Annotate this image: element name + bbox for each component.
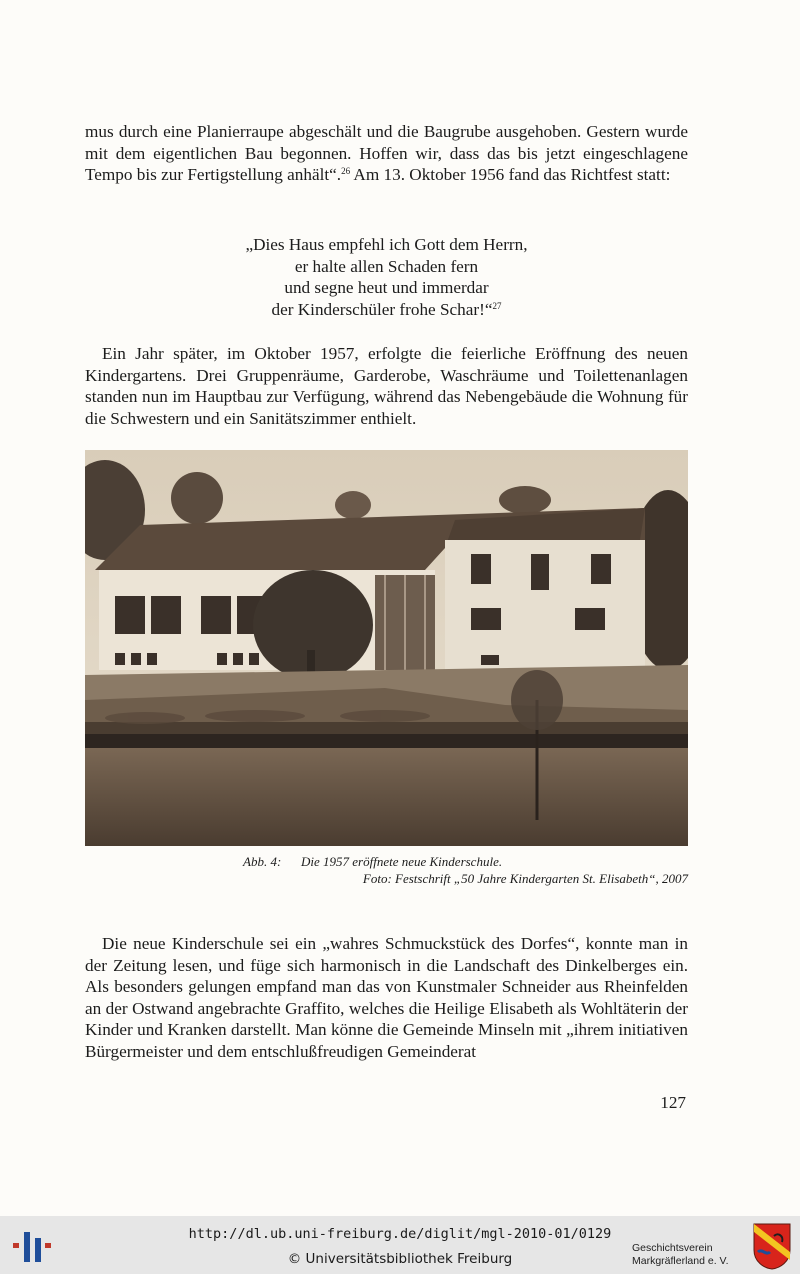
caption-label: Abb. 4: bbox=[243, 854, 282, 869]
caption-credit: Foto: Festschrift „50 Jahre Kindergarten St. Elisabeth“, 2007 bbox=[362, 871, 688, 886]
kindergarten-photo bbox=[85, 450, 688, 846]
photo-illustration bbox=[85, 450, 688, 846]
figure-caption bbox=[85, 853, 688, 887]
paragraph-1-text: mus durch eine Planierraupe abgeschält und die Baugrube ausgehoben. Gestern wurde mit dem eigentlichen Bau begonnen. Hoffen wir, dass das bis jetzt eingeschlagene Tempo bis zur Fertigstellung anhält“. bbox=[85, 122, 688, 185]
viewer-footer bbox=[0, 1216, 800, 1274]
verse-line: „Dies Haus empfehl ich Gott dem Herrn, bbox=[245, 235, 528, 254]
verse-line bbox=[85, 299, 688, 321]
verse-line: er halte allen Schaden fern bbox=[294, 256, 479, 276]
footnote-ref-26[interactable]: 26 bbox=[341, 166, 351, 177]
coat-of-arms-icon[interactable] bbox=[752, 1222, 792, 1270]
page-number: 127 bbox=[660, 1093, 686, 1112]
paragraph-3: Die neue Kinderschule sei ein „wahres Schmuckstück des Dorfes“, konnte man in der Zeitung lesen, und füge sich harmonisch in die Landschaft des Dinkelberges ein. Als besonders gelungen empfand man das von Kunstmaler Schneider aus Rheinfelden an der Ostwand angebrachte Graffito, welches die Heilige Elisabeth als Wohltäterin der Kinder und Kranken darstellt. Man könne die Gemeinde Minseln mit „ihrem initiativen Bürgermeister und dem entschlußfreudigen Gemeinderat bbox=[85, 934, 688, 1061]
verse-line-text: der Kinderschüler frohe Schar!“ bbox=[271, 299, 493, 319]
org-name bbox=[632, 1242, 762, 1267]
caption-text: Die 1957 eröffnete neue Kinderschule. bbox=[301, 854, 503, 869]
paragraph-1 bbox=[85, 121, 688, 186]
caption-line-1 bbox=[85, 853, 688, 870]
paragraph-1-tail: Am 13. Oktober 1956 fand das Richtfest statt: bbox=[350, 165, 671, 185]
verse-block bbox=[85, 234, 688, 320]
verse-line: und segne heut und immerdar bbox=[284, 278, 489, 298]
footnote-ref-27[interactable]: 27 bbox=[492, 300, 502, 311]
paragraph-2: Ein Jahr später, im Oktober 1957, erfolgte die feierliche Eröffnung des neuen Kindergartens. Drei Gruppenräume, Garderobe, Waschräume und Toilettenanlagen standen nun im Hauptbau zur Verfügung, während das Nebengebäude die Wohnung für die Schwestern und ein Sanitätszimmer enthielt. bbox=[85, 344, 688, 428]
document-url[interactable]: http://dl.ub.uni-freiburg.de/diglit/mgl-2010-01/0129 bbox=[188, 1226, 612, 1242]
org-name-line-2: Markgräflerland e. V. bbox=[632, 1254, 729, 1267]
copyright-text: © Universitätsbibliothek Freiburg bbox=[287, 1251, 513, 1267]
org-name-line-1: Geschichtsverein bbox=[632, 1242, 713, 1254]
